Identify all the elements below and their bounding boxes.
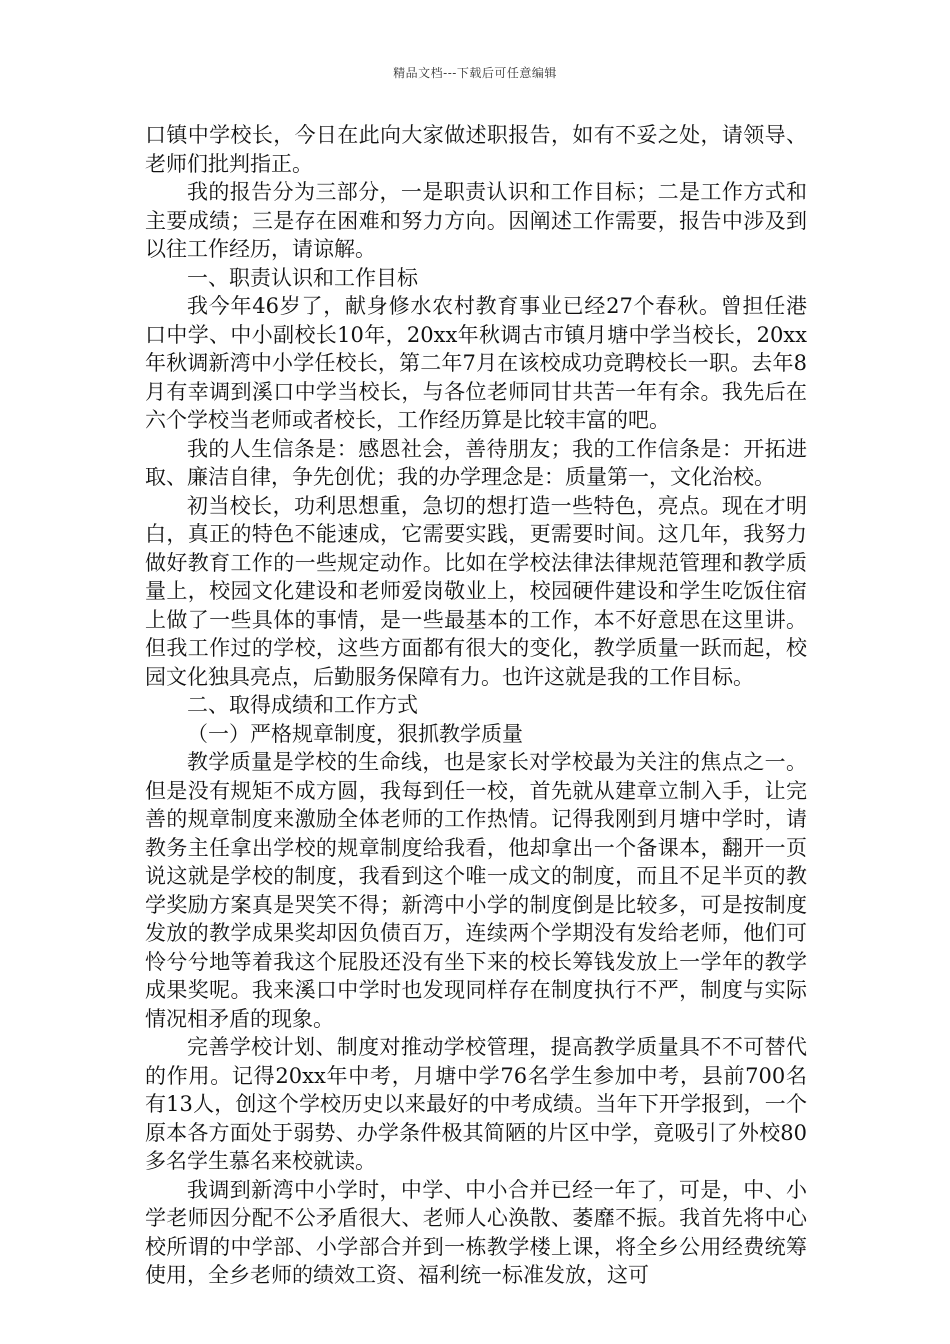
paragraph: 我调到新湾中小学时，中学、中小合并已经一年了，可是，中、小学老师因分配不公矛盾很大、老师人心涣散、萎靡不振。我首先将中心校所谓的中学部、小学部合并到一栋教学楼上课，将全乡公用经费统筹使用，全乡老师的绩效工资、福利统一标准发放，这可 — [145, 1177, 807, 1287]
paragraph: 我的人生信条是：感恩社会，善待朋友；我的工作信条是：开拓进取、廉洁自律，争先创优；我的办学理念是：质量第一，文化治校。 — [145, 436, 807, 489]
paragraph: 我的报告分为三部分，一是职责认识和工作目标；二是工作方式和主要成绩；三是存在困难和努力方向。因阐述工作需要，报告中涉及到以往工作经历，请谅解。 — [145, 180, 807, 261]
subsection-heading: （一）严格规章制度，狠抓教学质量 — [187, 721, 523, 746]
paragraph: 口镇中学校长，今日在此向大家做述职报告，如有不妥之处，请领导、老师们批判指正。 — [145, 123, 807, 176]
paragraph: 完善学校计划、制度对推动学校管理，提高教学质量具不不可替代的作用。记得20xx年中考，月塘中学76名学生参加中考，县前700名有13人，创这个学校历史以来最好的中考成绩。当年下开学报到，一个原本各方面处于弱势、办学条件极其简陋的片区中学，竟吸引了外校80多名学生慕名来校就读。 — [145, 1035, 807, 1173]
document-body — [145, 121, 807, 1290]
page-header: 精品文档---下载后可任意编辑 — [393, 66, 557, 80]
paragraph: 教学质量是学校的生命线，也是家长对学校最为关注的焦点之一。但是没有规矩不成方圆，我每到任一校，首先就从建章立制入手，让完善的规章制度来激励全体老师的工作热情。记得我刚到月塘中学时，请教务主任拿出学校的规章制度给我看，他却拿出一个备课本，翻开一页说这就是学校的制度，我看到这个唯一成文的制度，而且不足半页的教学奖励方案真是哭笑不得；新湾中小学的制度倒是比较多，可是按制度发放的教学成果奖却因负债百万，连续两个学期没有发给老师，他们可怜兮兮地等着我这个屁股还没有坐下来的校长筹钱发放上一学年的教学成果奖呢。我来溪口中学时也发现同样存在制度执行不严，制度与实际情况相矛盾的现象。 — [145, 750, 807, 1031]
section-heading: 二、取得成绩和工作方式 — [187, 693, 418, 717]
paragraph: 我今年46岁了，献身修水农村教育事业已经27个春秋。曾担任港口中学、中小副校长10年，20xx年秋调古市镇月塘中学当校长，20xx年秋调新湾中小学任校长，第二年7月在该校成功竞聘校长一职。去年8月有幸调到溪口中学当校长，与各位老师同甘共苦一年有余。我先后在六个学校当老师或者校长，工作经历算是比较丰富的吧。 — [145, 294, 807, 432]
paragraph: 初当校长，功利思想重，急切的想打造一些特色，亮点。现在才明白，真正的特色不能速成，它需要实践，更需要时间。这几年，我努力做好教育工作的一些规定动作。比如在学校法律法律规范管理和教学质量上，校园文化建设和老师爱岗敬业上，校园硬件建设和学生吃饭住宿上做了一些具体的事情，是一些最基本的工作，本不好意思在这里讲。但我工作过的学校，这些方面都有很大的变化，教学质量一跃而起，校园文化独具亮点，后勤服务保障有力。也许这就是我的工作目标。 — [145, 493, 807, 689]
section-heading: 一、职责认识和工作目标 — [187, 265, 418, 290]
